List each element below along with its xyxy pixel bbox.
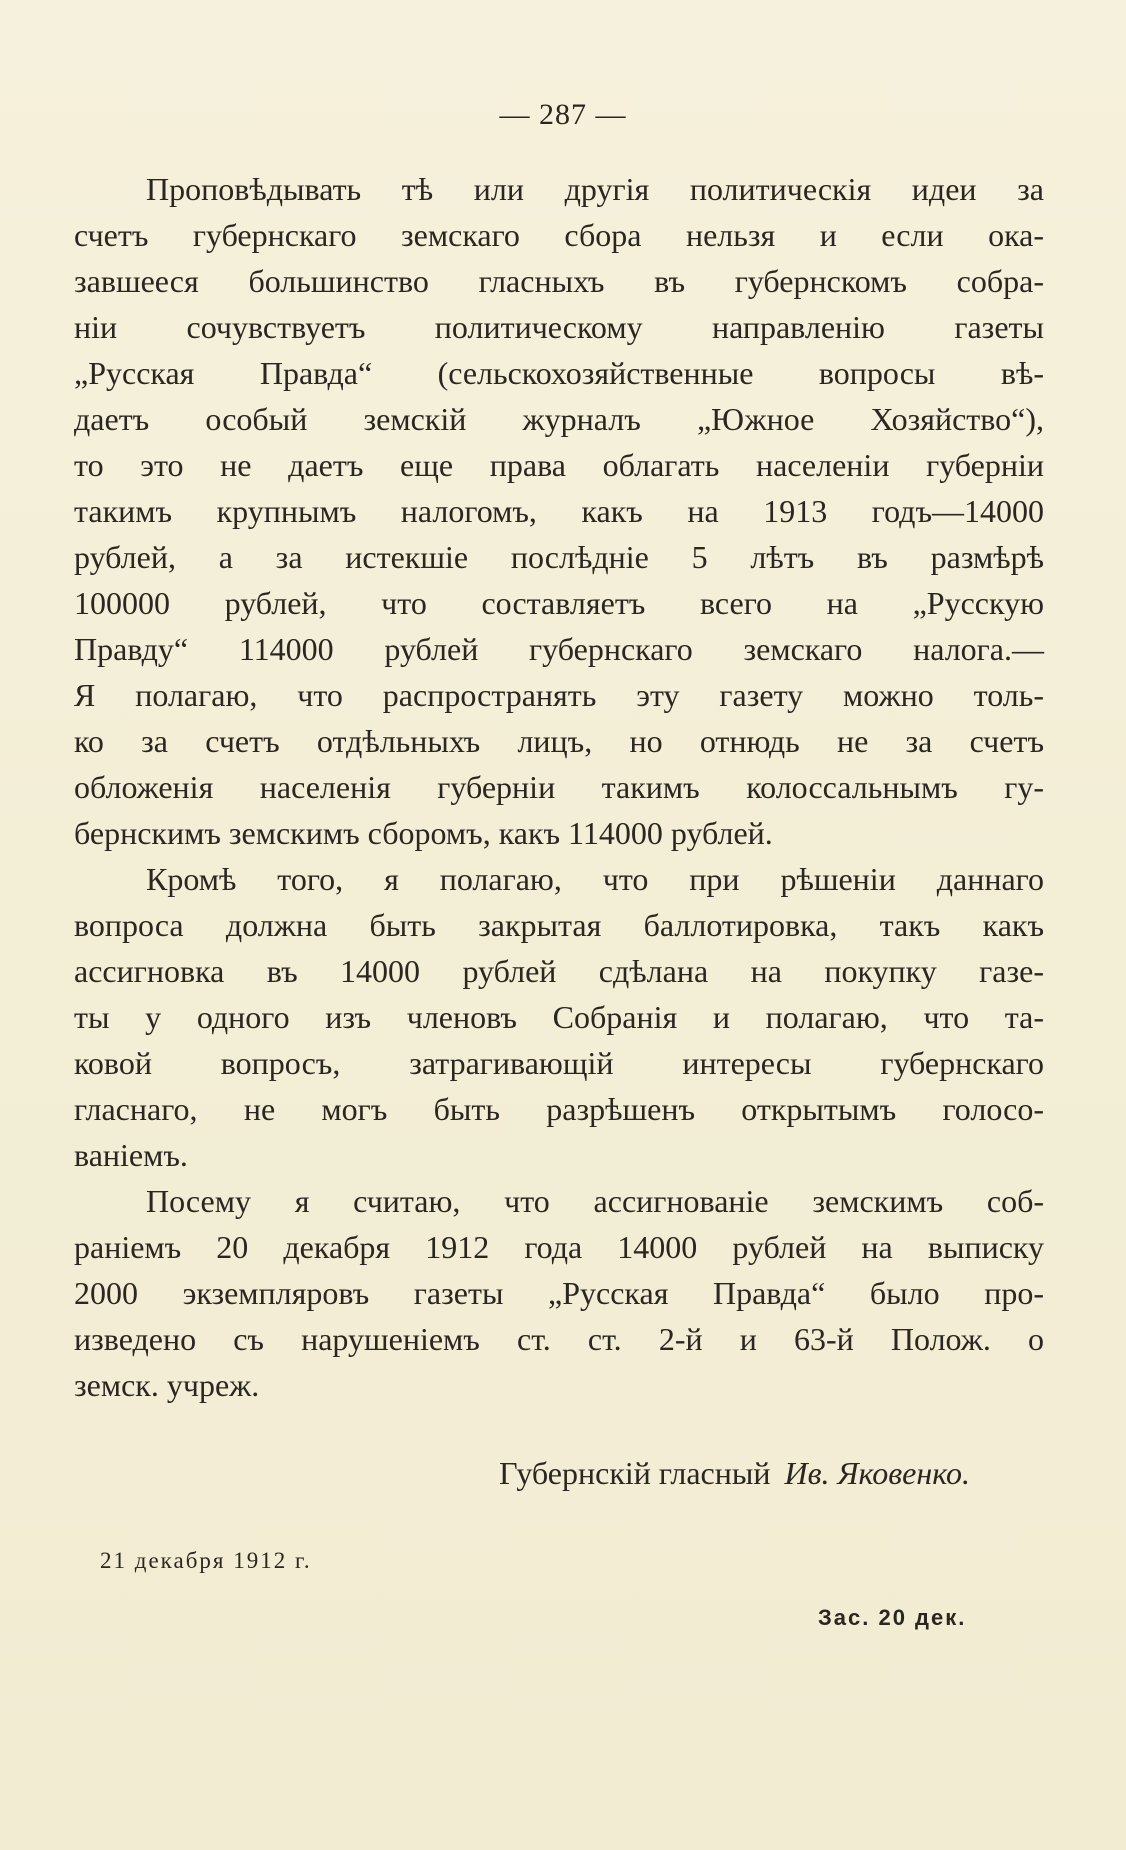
text-line: земск. учреж. — [74, 1367, 260, 1403]
text-line: „Русская Правда“ (сельскохозяйственные вопросы вѣ- — [74, 355, 1044, 391]
page-number: — 287 — — [499, 98, 627, 131]
text-line: обложенія населенія губерніи такимъ колоссальнымъ гу- — [74, 769, 1044, 805]
text-line: то это не даетъ еще права облагать населеніи губерніи — [74, 447, 1044, 483]
text-line: завшееся большинство гласныхъ въ губернскомъ собра- — [74, 263, 1044, 299]
document-date: 21 декабря 1912 г. — [100, 1548, 312, 1573]
text-line: Правду“ 114000 рублей губернскаго земскаго налога.— — [74, 631, 1044, 667]
text-line: такимъ крупнымъ налогомъ, какъ на 1913 годъ—14000 — [74, 493, 1044, 529]
text-line: 100000 рублей, что составляетъ всего на „Русскую — [74, 585, 1044, 621]
text-line: ко за счетъ отдѣльныхъ лицъ, но отнюдь не за счетъ — [74, 723, 1044, 759]
text-line: изведено съ нарушеніемъ ст. ст. 2-й и 63-й Полож. о — [74, 1321, 1044, 1357]
text-line: гласнаго, не могъ быть разрѣшенъ открытымъ голосо- — [74, 1091, 1044, 1127]
paragraph-2 — [74, 856, 1044, 1178]
text-line: ковой вопросъ, затрагивающій интересы губернскаго — [74, 1045, 1044, 1081]
signature — [0, 1455, 970, 1492]
text-line: рублей, а за истекшіе послѣдніе 5 лѣтъ въ размѣрѣ — [74, 539, 1044, 575]
text-line: ты у одного изъ членовъ Собранія и полагаю, что та- — [74, 999, 1044, 1035]
text-line: Кромѣ того, я полагаю, что при рѣшеніи даннаго — [146, 861, 1044, 897]
text-line: бернскимъ земскимъ сборомъ, какъ 114000 рублей. — [74, 815, 773, 851]
text-line: даетъ особый земскій журналъ „Южное Хозяйство“), — [74, 401, 1044, 437]
text-line: 2000 экземпляровъ газеты „Русская Правда“ было про- — [74, 1275, 1044, 1311]
paragraph-1 — [74, 166, 1044, 856]
text-line: Проповѣдывать тѣ или другія политическія идеи за — [146, 171, 1044, 207]
text-line: раніемъ 20 декабря 1912 года 14000 рублей на выписку — [74, 1229, 1044, 1265]
text-line: ваніемъ. — [74, 1137, 188, 1173]
text-line: Я полагаю, что распространять эту газету можно толь- — [74, 677, 1044, 713]
paragraph-3 — [74, 1178, 1044, 1408]
text-line: ніи сочувствуетъ политическому направленію газеты — [74, 309, 1044, 345]
meeting-note: Зас. 20 дек. — [818, 1605, 967, 1630]
text-line: Посему я считаю, что ассигнованіе земскимъ соб- — [146, 1183, 1044, 1219]
text-line: ассигновка въ 14000 рублей сдѣлана на покупку газе- — [74, 953, 1044, 989]
signature-name: Ив. Яковенко. — [784, 1455, 970, 1491]
text-line: вопроса должна быть закрытая баллотировка, такъ какъ — [74, 907, 1044, 943]
body-text — [74, 166, 1044, 1408]
signature-title: Губернскій гласный — [499, 1455, 771, 1491]
text-line: счетъ губернскаго земскаго сбора нельзя и если ока- — [74, 217, 1044, 253]
